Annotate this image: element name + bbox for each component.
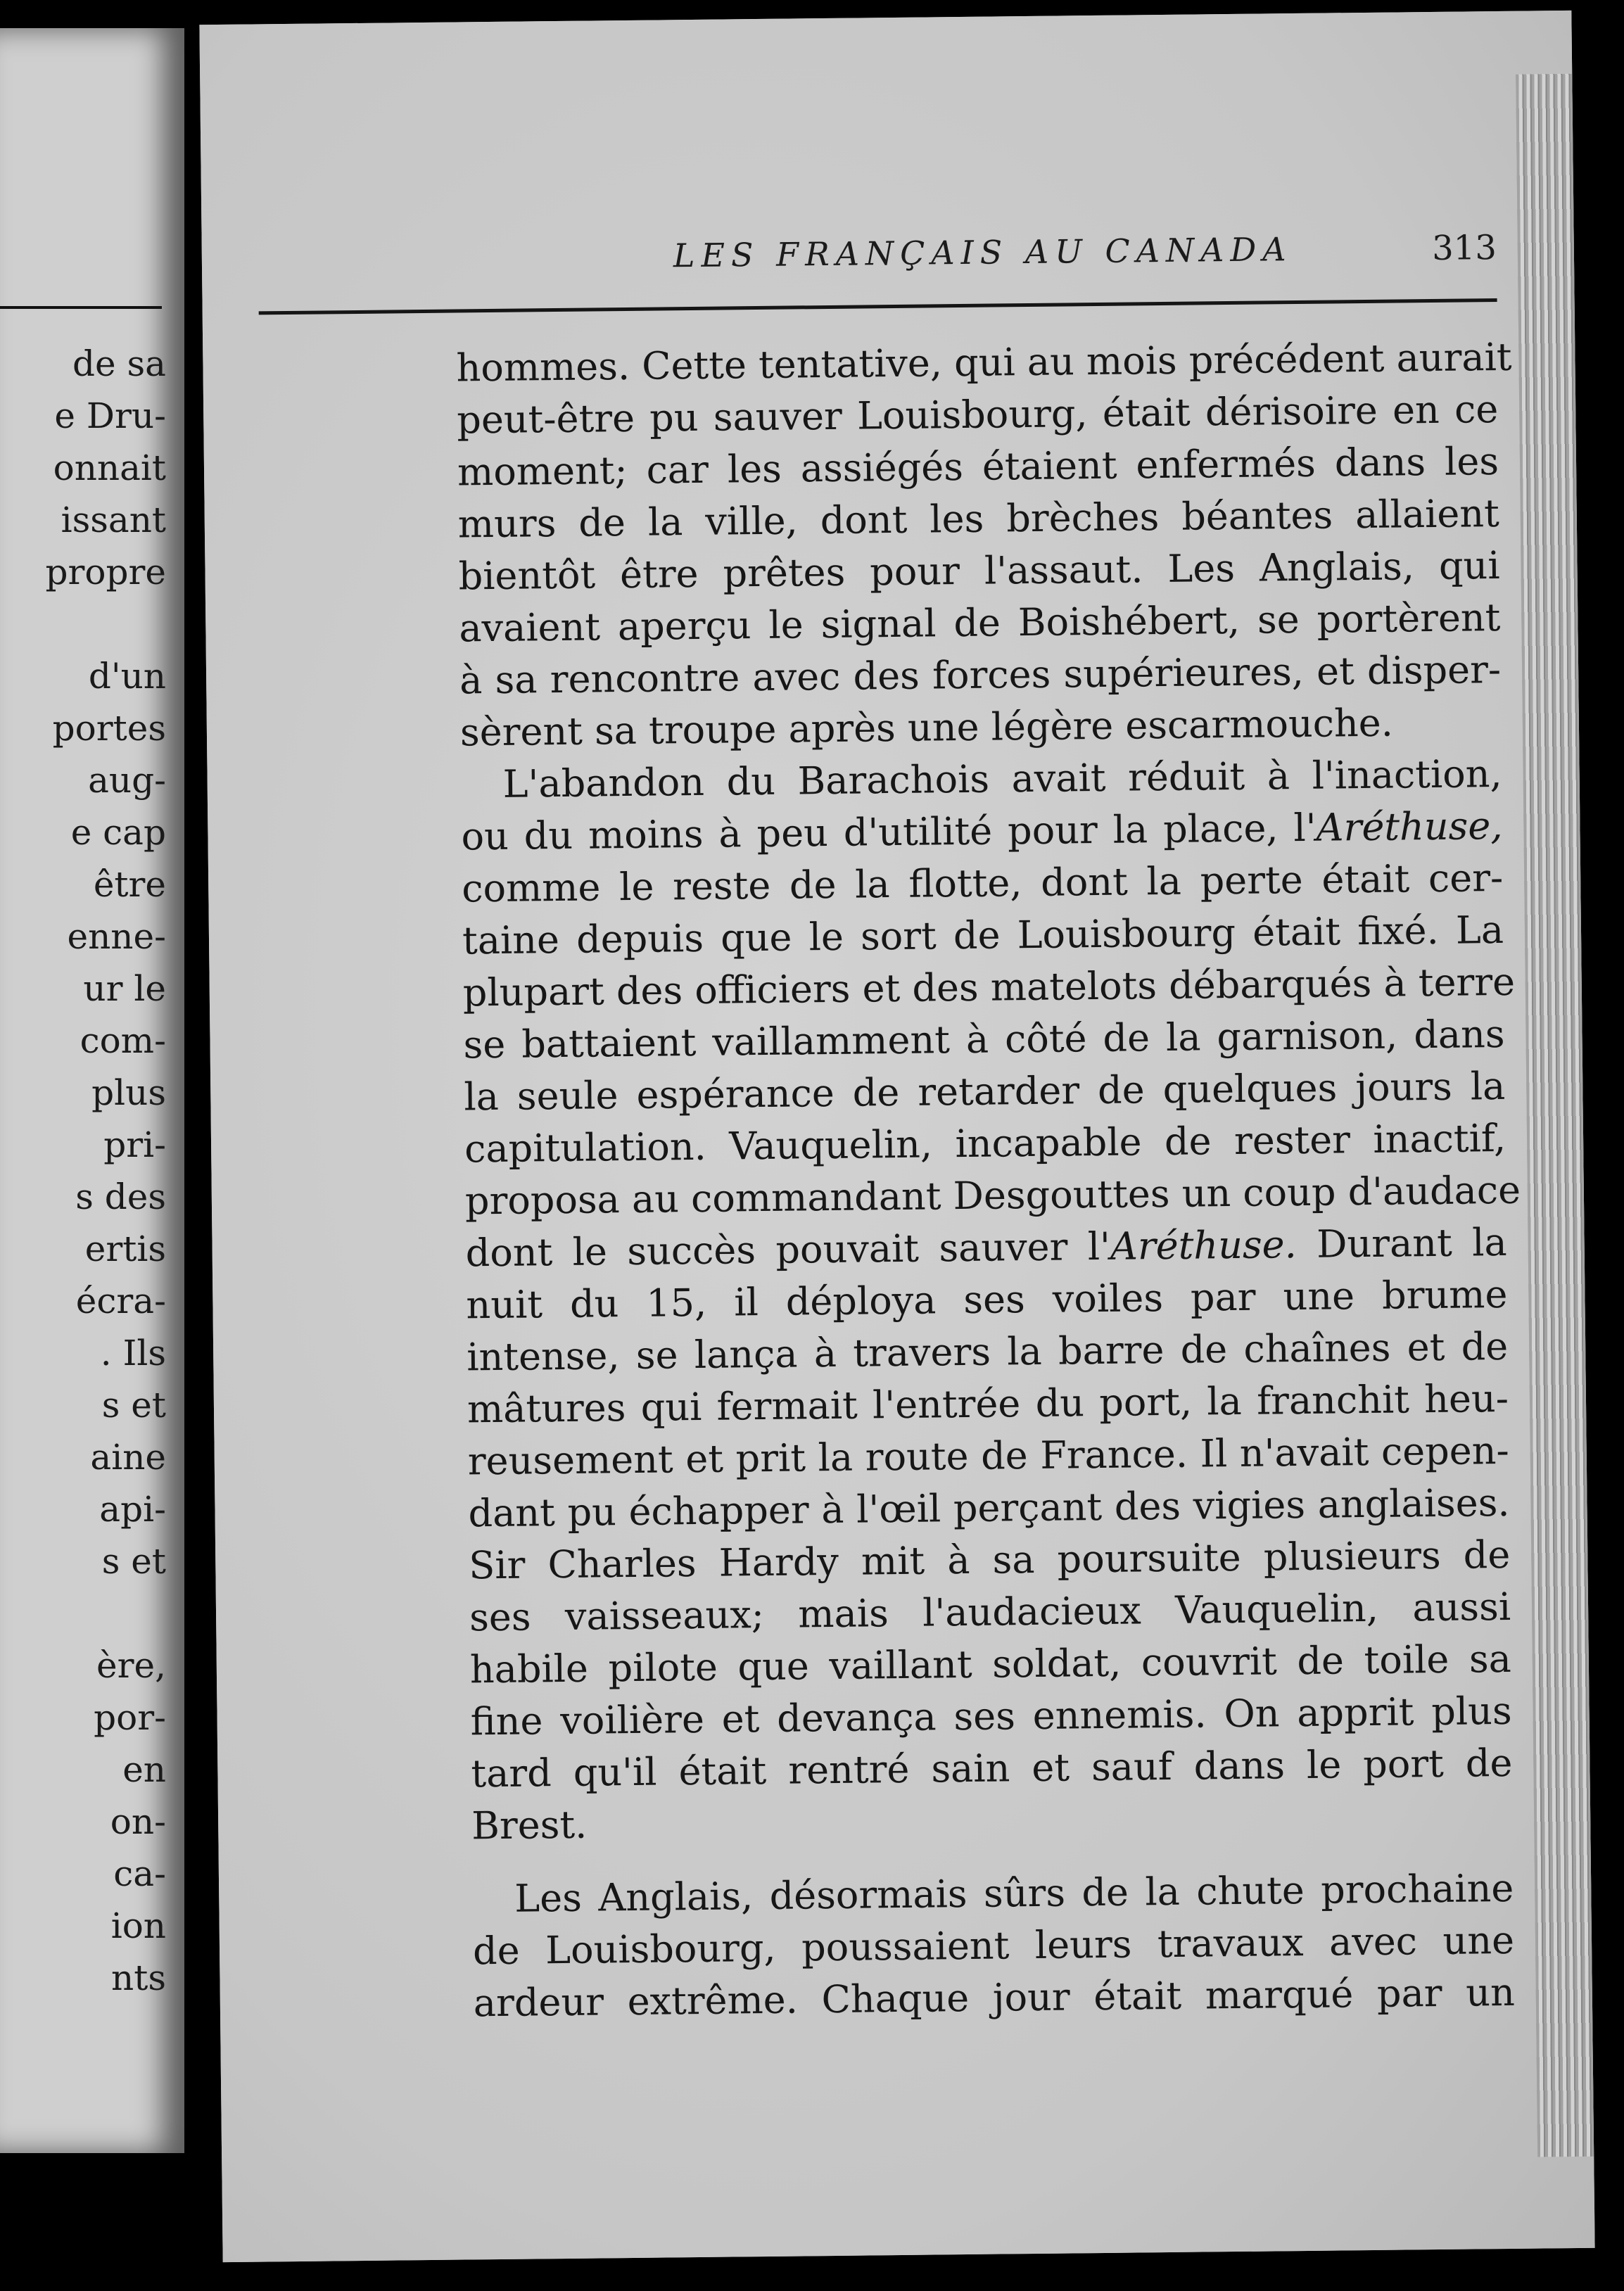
left-page-text xyxy=(0,338,169,2004)
left-fragment: être xyxy=(93,864,166,905)
text-line: proposa au commandant Desgouttes un coup d'audace xyxy=(464,1167,1521,1224)
text-line: habile pilote que vaillant soldat, couvrit de toile sa xyxy=(469,1636,1512,1692)
left-fragment: s et xyxy=(101,1541,166,1582)
text-segment: dont le succès pouvait sauver l' xyxy=(465,1224,1111,1276)
text-line: L'abandon du Barachois avait réduit à l'inaction, xyxy=(502,751,1502,806)
text-line: comme le reste de la flotte, dont la perte était cer- xyxy=(461,855,1504,911)
text-line: tard qu'il était rentré sain et sauf dans le port de xyxy=(471,1740,1513,1796)
text-line: la seule espérance de retarder de quelques jours la xyxy=(464,1063,1506,1119)
left-fragment: d'un xyxy=(88,656,166,697)
left-fragment: issant xyxy=(61,500,166,540)
left-fragment: écra- xyxy=(75,1281,166,1321)
left-fragment: aug- xyxy=(88,760,166,801)
left-fragment: e Dru- xyxy=(54,395,166,436)
left-page-rule xyxy=(0,306,162,309)
text-segment: Durant la xyxy=(1296,1219,1507,1267)
text-line: mâtures qui fermait l'entrée du port, la franchit heu- xyxy=(467,1376,1509,1432)
text-line: hommes. Cette tentative, qui au mois précédent aurait xyxy=(456,334,1512,391)
text-line: sèrent sa troupe après une légère escarmouche. xyxy=(459,700,1394,755)
left-page-fragment xyxy=(0,28,184,2153)
left-fragment: nts xyxy=(111,1957,166,1998)
left-fragment: enne- xyxy=(67,916,166,957)
left-fragment: ca- xyxy=(113,1853,166,1894)
text-line: murs de la ville, dont les brèches béantes allaient xyxy=(457,490,1500,547)
running-head xyxy=(455,222,1497,289)
text-line: Les Anglais, désormais sûrs de la chute prochaine xyxy=(514,1865,1514,1921)
left-fragment: s et xyxy=(101,1385,166,1426)
ship-name: Aréthuse, xyxy=(1316,803,1503,850)
text-line: ses vaisseaux; mais l'audacieux Vauquelin, aussi xyxy=(469,1584,1511,1640)
text-line: plupart des officiers et des matelots débarqués à terre xyxy=(462,959,1516,1015)
left-fragment: s des xyxy=(75,1176,166,1217)
text-line: intense, se lança à travers la barre de chaînes et de xyxy=(466,1324,1509,1380)
text-line: ardeur extrême. Chaque jour était marqué par un xyxy=(473,1969,1516,2026)
text-line: taine depuis que le sort de Louisbourg était fixé. La xyxy=(462,907,1504,963)
text-line: se battaient vaillamment à côté de la garnison, dans xyxy=(463,1011,1505,1067)
left-fragment: . Ils xyxy=(100,1333,166,1373)
left-fragment: onnait xyxy=(53,448,166,488)
left-fragment: en xyxy=(122,1749,166,1790)
book-page xyxy=(199,11,1594,2262)
page-number: 313 xyxy=(1431,228,1497,268)
text-line: dant pu échapper à l'œil perçant des vigies anglaises. xyxy=(468,1480,1510,1536)
left-fragment: portes xyxy=(52,708,166,749)
page-edges xyxy=(1516,74,1594,2157)
text-line: peut-être pu sauver Louisbourg, était dérisoire en ce xyxy=(456,386,1499,443)
left-fragment: propre xyxy=(45,552,166,592)
text-line: reusement et prit la route de France. Il n'avait cepen- xyxy=(467,1428,1510,1484)
left-fragment: on- xyxy=(110,1801,166,1842)
text-line: capitulation. Vauquelin, incapable de rester inactif, xyxy=(464,1115,1506,1172)
text-line: moment; car les assiégés étaient enfermés dans les xyxy=(457,438,1499,495)
left-fragment xyxy=(0,1587,169,1639)
left-fragment: ère, xyxy=(96,1645,166,1686)
text-line: Sir Charles Hardy mit à sa poursuite plusieurs de xyxy=(469,1532,1511,1588)
left-fragment: plus xyxy=(91,1072,166,1113)
ship-name: Aréthuse. xyxy=(1110,1222,1298,1269)
body-text xyxy=(456,331,1521,2029)
left-fragment: e cap xyxy=(70,812,166,853)
running-head-title: LES FRANÇAIS AU CANADA xyxy=(673,230,1293,275)
left-fragment xyxy=(0,598,169,650)
left-fragment: pri- xyxy=(103,1124,166,1165)
left-fragment: ertis xyxy=(84,1229,166,1269)
left-fragment: ur le xyxy=(83,968,166,1009)
left-fragment: aine xyxy=(90,1437,166,1478)
text-line: fine voilière et devança ses ennemis. On apprit plus xyxy=(470,1688,1512,1744)
text-line: bientôt être prêtes pour l'assaut. Les Anglais, qui xyxy=(458,542,1500,599)
text-line: à sa rencontre avec des forces supérieures, et disper- xyxy=(459,647,1502,703)
text-line: avaient aperçu le signal de Boishébert, se portèrent xyxy=(459,595,1501,651)
left-fragment: por- xyxy=(94,1697,166,1738)
left-fragment: ion xyxy=(110,1905,166,1946)
left-fragment: api- xyxy=(99,1489,166,1530)
text-line: de Louisbourg, poussaient leurs travaux avec une xyxy=(472,1917,1515,1974)
left-fragment: de sa xyxy=(72,343,166,384)
text-line: Brest. xyxy=(471,1802,588,1848)
text-line: nuit du 15, il déploya ses voiles par une brume xyxy=(466,1271,1508,1328)
header-rule xyxy=(259,298,1497,315)
left-fragment: com- xyxy=(80,1020,166,1061)
text-segment: ou du moins à peu d'utilité pour la place, l' xyxy=(461,805,1317,859)
